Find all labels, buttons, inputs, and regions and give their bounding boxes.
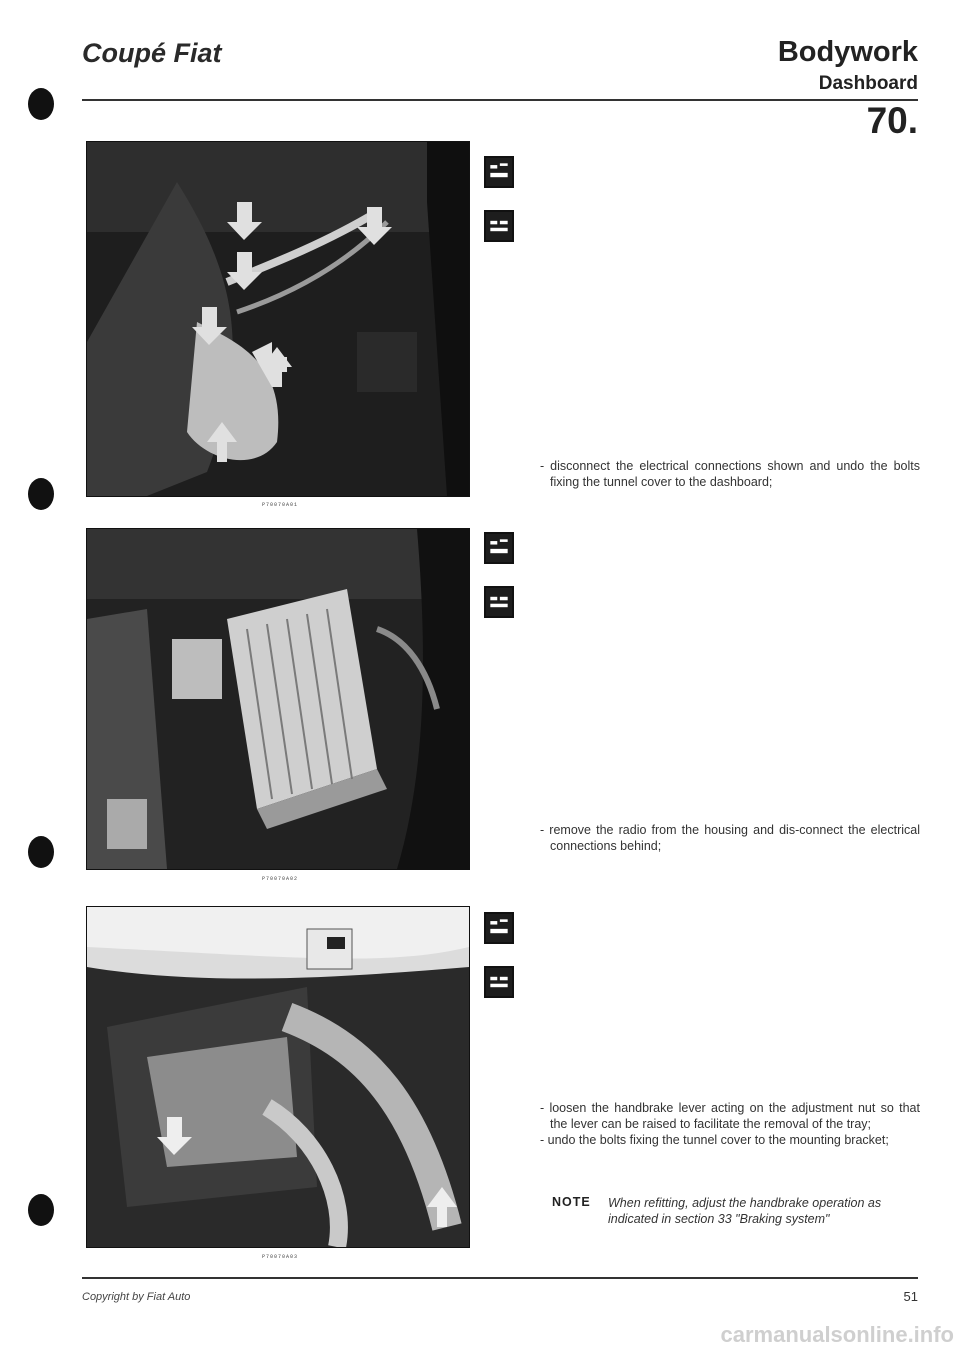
step-text-3 [540,1100,920,1148]
footer-rule [82,1277,918,1279]
step-text-1 [540,458,920,490]
refit-op-icon [484,586,514,618]
step-item: - remove the radio from the housing and dis-connect the electrical connections behind; [540,823,920,853]
figure-code: P70070A03 [262,1254,299,1260]
figure-code: P70070A02 [262,876,299,882]
remove-op-icon [484,532,514,564]
header-rule [82,99,918,101]
photo-radio-removal [86,528,470,870]
binder-hole [28,478,54,510]
photo-electrical-connections [86,141,470,497]
step-text-2 [540,822,920,854]
subsection-title: Dashboard [818,73,918,94]
figure-code: P70070A01 [262,502,299,508]
binder-hole [28,1194,54,1226]
step-item: - undo the bolts fixing the tunnel cover to the mounting bracket; [540,1133,889,1147]
note-label: NOTE [552,1195,591,1209]
refit-op-icon [484,210,514,242]
remove-op-icon [484,156,514,188]
brand-title: Coupé Fiat [82,38,222,68]
copyright: Copyright by Fiat Auto [82,1291,191,1303]
page-number: 51 [903,1289,918,1304]
step-item: - loosen the handbrake lever acting on the adjustment nut so that the lever can be raised to facilitate the removal of the tray; [540,1101,920,1131]
section-title: Bodywork [777,36,918,68]
binder-hole [28,836,54,868]
binder-hole [28,88,54,120]
step-item: - disconnect the electrical connections shown and undo the bolts fixing the tunnel cover to the dashboard; [540,459,920,489]
remove-op-icon [484,912,514,944]
watermark: carmanualsonline.info [720,1322,954,1347]
refit-op-icon [484,966,514,998]
page-code: 70. [866,100,918,141]
photo-handbrake-tunnel [86,906,470,1248]
note-text: When refitting, adjust the handbrake operation as indicated in section 33 "Braking system" [608,1196,882,1226]
